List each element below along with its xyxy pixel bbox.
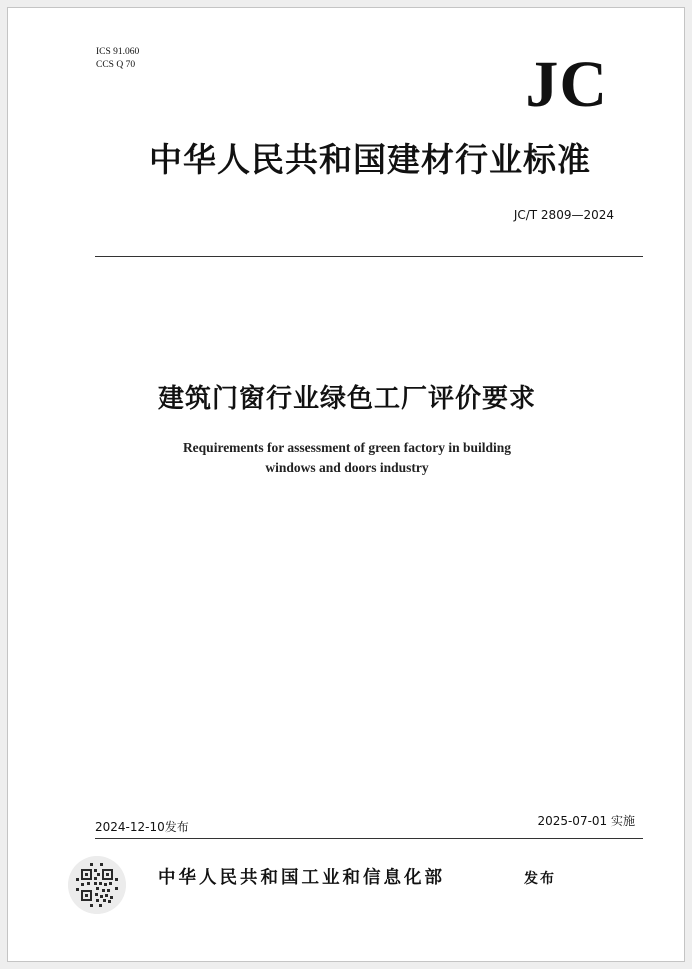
jc-logo: JC	[525, 48, 608, 121]
standard-category-title: 中华人民共和国建材行业标准	[149, 140, 591, 179]
english-title-line-2: windows and doors industry	[265, 460, 429, 475]
issue-date: 2024-12-10发布	[95, 820, 189, 834]
document-title-chinese: 建筑门窗行业绿色工厂评价要求	[157, 384, 536, 414]
ccs-code: CCS Q 70	[96, 60, 136, 70]
qr-code-icon	[68, 856, 126, 914]
document-page	[7, 7, 685, 962]
top-divider	[95, 256, 643, 257]
document-title-english	[68, 438, 626, 478]
ics-code: ICS 91.060	[96, 47, 140, 57]
bottom-divider	[95, 838, 643, 839]
implementation-date: 2025-07-01 实施	[537, 814, 635, 828]
classification-codes	[96, 46, 139, 72]
publish-label: 发布	[524, 871, 556, 887]
publisher-name: 中华人民共和国工业和信息化部	[158, 868, 445, 888]
english-title-line-1: Requirements for assessment of green factory in building	[182, 440, 512, 455]
standard-number: JC/T 2809—2024	[513, 208, 614, 222]
